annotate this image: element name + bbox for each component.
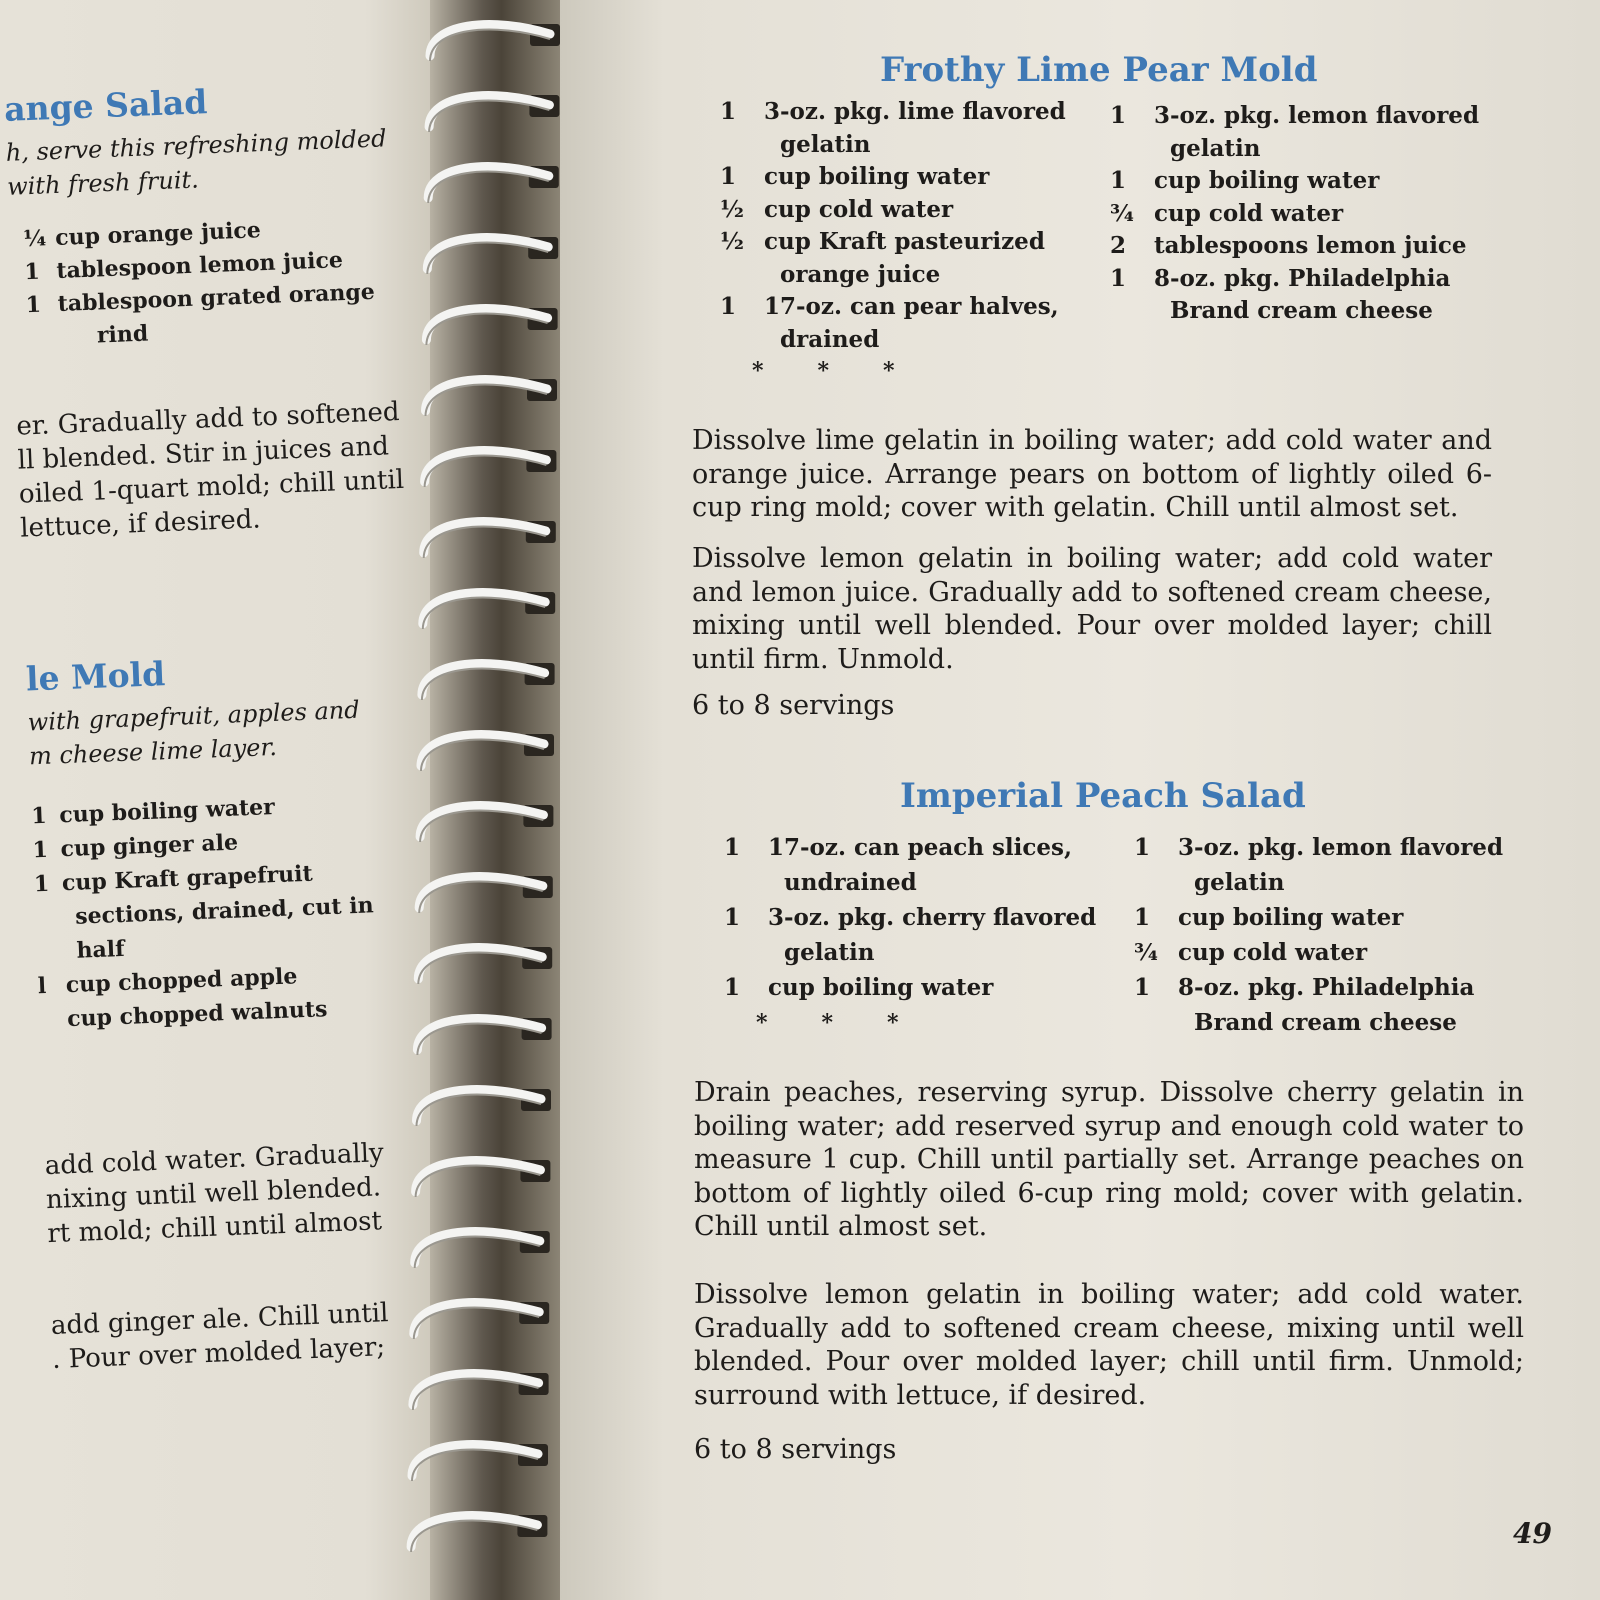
ing-text: rind xyxy=(96,320,149,349)
ingredient-line: ½ cup Kraft pasteurized xyxy=(720,228,1045,255)
ingredient-line: gelatin xyxy=(784,939,875,966)
left-recipe1-ingredients xyxy=(23,210,377,355)
ingredient-line: 1 17-oz. can pear halves, xyxy=(720,293,1059,320)
ing-qty: l xyxy=(37,972,47,1000)
ingredient-line: 1 17-oz. can peach slices, xyxy=(724,834,1072,861)
recipe2-ingredients-right xyxy=(1134,830,1574,1040)
ingredient-line: undrained xyxy=(784,869,917,896)
left-recipe1-title: ange Salad xyxy=(3,82,208,129)
left-recipe1-body xyxy=(16,395,406,546)
ing-qty: 1 xyxy=(32,836,49,864)
ing-text: sections, drained, cut in xyxy=(74,892,375,930)
ingredient-line: orange juice xyxy=(780,260,941,288)
ing-text: cup boiling water xyxy=(58,794,276,829)
left-recipe1-intro-2: with fresh fruit. xyxy=(6,165,200,201)
ing-text: cup chopped walnuts xyxy=(66,996,328,1033)
body-line: nixing until well blended. xyxy=(45,1172,382,1216)
ing-text: tablespoon grated orange xyxy=(57,278,376,317)
recipe2-separator: *** xyxy=(756,1010,953,1036)
body-line: . Pour over molded layer; xyxy=(51,1332,386,1375)
recipe1-ingredients-left xyxy=(720,96,1100,356)
left-page-content xyxy=(0,0,430,1599)
ingredient-line: gelatin xyxy=(1194,869,1285,896)
ingredient-line: 2 tablespoons lemon juice xyxy=(1110,232,1467,259)
left-recipe2-intro-2: m cheese lime layer. xyxy=(28,732,278,771)
ingredient-line: gelatin xyxy=(1170,134,1261,162)
ingredient-line: 1 3-oz. pkg. lemon flavored xyxy=(1110,102,1480,129)
ingredient-line: 1 cup boiling water xyxy=(1134,904,1404,931)
ingredient-line: 1 3-oz. pkg. lime flavored xyxy=(720,98,1066,125)
recipe2-servings: 6 to 8 servings xyxy=(694,1434,897,1465)
recipe1-paragraph-1: Dissolve lime gelatin in boiling water; add cold water and orange juice. Arrange pears on bottom of lightly oiled 6-cup ring mold; cover with gelatin. Chill until almost set. xyxy=(692,425,1492,523)
recipe1-servings: 6 to 8 servings xyxy=(692,690,895,721)
ing-qty: 1 xyxy=(23,258,41,286)
ingredient-line: drained xyxy=(780,325,880,353)
body-line: oiled 1-quart mold; chill until xyxy=(18,464,405,510)
ing-qty: 1 xyxy=(33,870,50,898)
ingredient-line: 1 3-oz. pkg. cherry flavored xyxy=(724,904,1097,931)
page-number: 49 xyxy=(1513,1517,1552,1550)
ingredient-line: 1 cup boiling water xyxy=(724,974,994,1001)
ing-text: tablespoon lemon juice xyxy=(55,247,344,285)
right-page xyxy=(560,0,1600,1600)
ingredient-line: 1 8-oz. pkg. Philadelphia xyxy=(1134,974,1475,1001)
ingredient-line: 1 cup boiling water xyxy=(1110,167,1380,194)
left-recipe2-body-2 xyxy=(50,1296,390,1377)
ing-qty: 1 xyxy=(25,291,42,319)
recipe1-paragraph-2: Dissolve lemon gelatin in boiling water; add cold water and lemon juice. Gradually add to softened cream cheese, mixing until well blended. Pour over molded layer; chill until firm. Unmold. xyxy=(692,543,1492,675)
ing-text: cup Kraft grapefruit xyxy=(61,860,314,897)
ing-qty: 1 xyxy=(30,802,48,830)
body-line: lettuce, if desired. xyxy=(19,504,262,544)
left-page xyxy=(0,0,430,1600)
recipe1-separator: *** xyxy=(752,358,949,384)
ing-qty: ¼ xyxy=(22,225,47,253)
ingredient-line: gelatin xyxy=(780,130,871,158)
body-line: add ginger ale. Chill until xyxy=(50,1298,389,1342)
left-recipe2-title: le Mold xyxy=(25,654,166,699)
ingredient-line: ½ cup cold water xyxy=(720,195,954,223)
body-line: rt mold; chill until almost xyxy=(46,1206,383,1250)
ingredient-line: Brand cream cheese xyxy=(1194,1009,1457,1036)
ingredient-line: Brand cream cheese xyxy=(1170,297,1433,324)
left-recipe2-intro-1: with grapefruit, apples and xyxy=(27,695,361,737)
left-recipe1-intro-1: h, serve this refreshing molded xyxy=(5,124,387,167)
ingredient-line: 1 cup boiling water xyxy=(720,163,990,190)
left-recipe2-body-1 xyxy=(44,1136,387,1251)
body-line: er. Gradually add to softened xyxy=(15,396,400,442)
ingredient-line: ¾ cup cold water xyxy=(1134,939,1368,966)
ing-text: half xyxy=(76,935,126,964)
recipe-title-frothy-lime-pear-mold: Frothy Lime Pear Mold xyxy=(880,50,1318,90)
recipe2-ingredients-left xyxy=(724,830,1124,1005)
body-line: ll blended. Stir in juices and xyxy=(17,431,390,476)
left-recipe2-ingredients xyxy=(31,786,378,1037)
ing-text: cup ginger ale xyxy=(60,829,239,863)
recipe-title-imperial-peach-salad: Imperial Peach Salad xyxy=(900,776,1306,816)
ingredient-line: ¾ cup cold water xyxy=(1110,199,1344,227)
ing-text: cup orange juice xyxy=(54,217,262,252)
ingredient-line: 1 8-oz. pkg. Philadelphia xyxy=(1110,264,1451,292)
ing-text: cup chopped apple xyxy=(65,963,298,999)
body-line: add cold water. Gradually xyxy=(44,1138,385,1182)
recipe2-paragraph-2: Dissolve lemon gelatin in boiling water; add cold water. Gradually add to softened cream cheese, mixing until well blended. Pour over molded layer; chill until firm. Unmold; surround with lettuce, if desired. xyxy=(694,1279,1524,1411)
ingredient-line: 1 3-oz. pkg. lemon flavored xyxy=(1134,834,1504,861)
recipe2-paragraph-1: Drain peaches, reserving syrup. Dissolve cherry gelatin in boiling water; add reserved syrup and enough cold water to measure 1 cup. Chill until partially set. Arrange peaches on bottom of lightly oiled 6-cup ring mold; cover with gelatin. Chill until almost set. xyxy=(694,1077,1524,1242)
recipe1-ingredients-right xyxy=(1110,100,1530,328)
